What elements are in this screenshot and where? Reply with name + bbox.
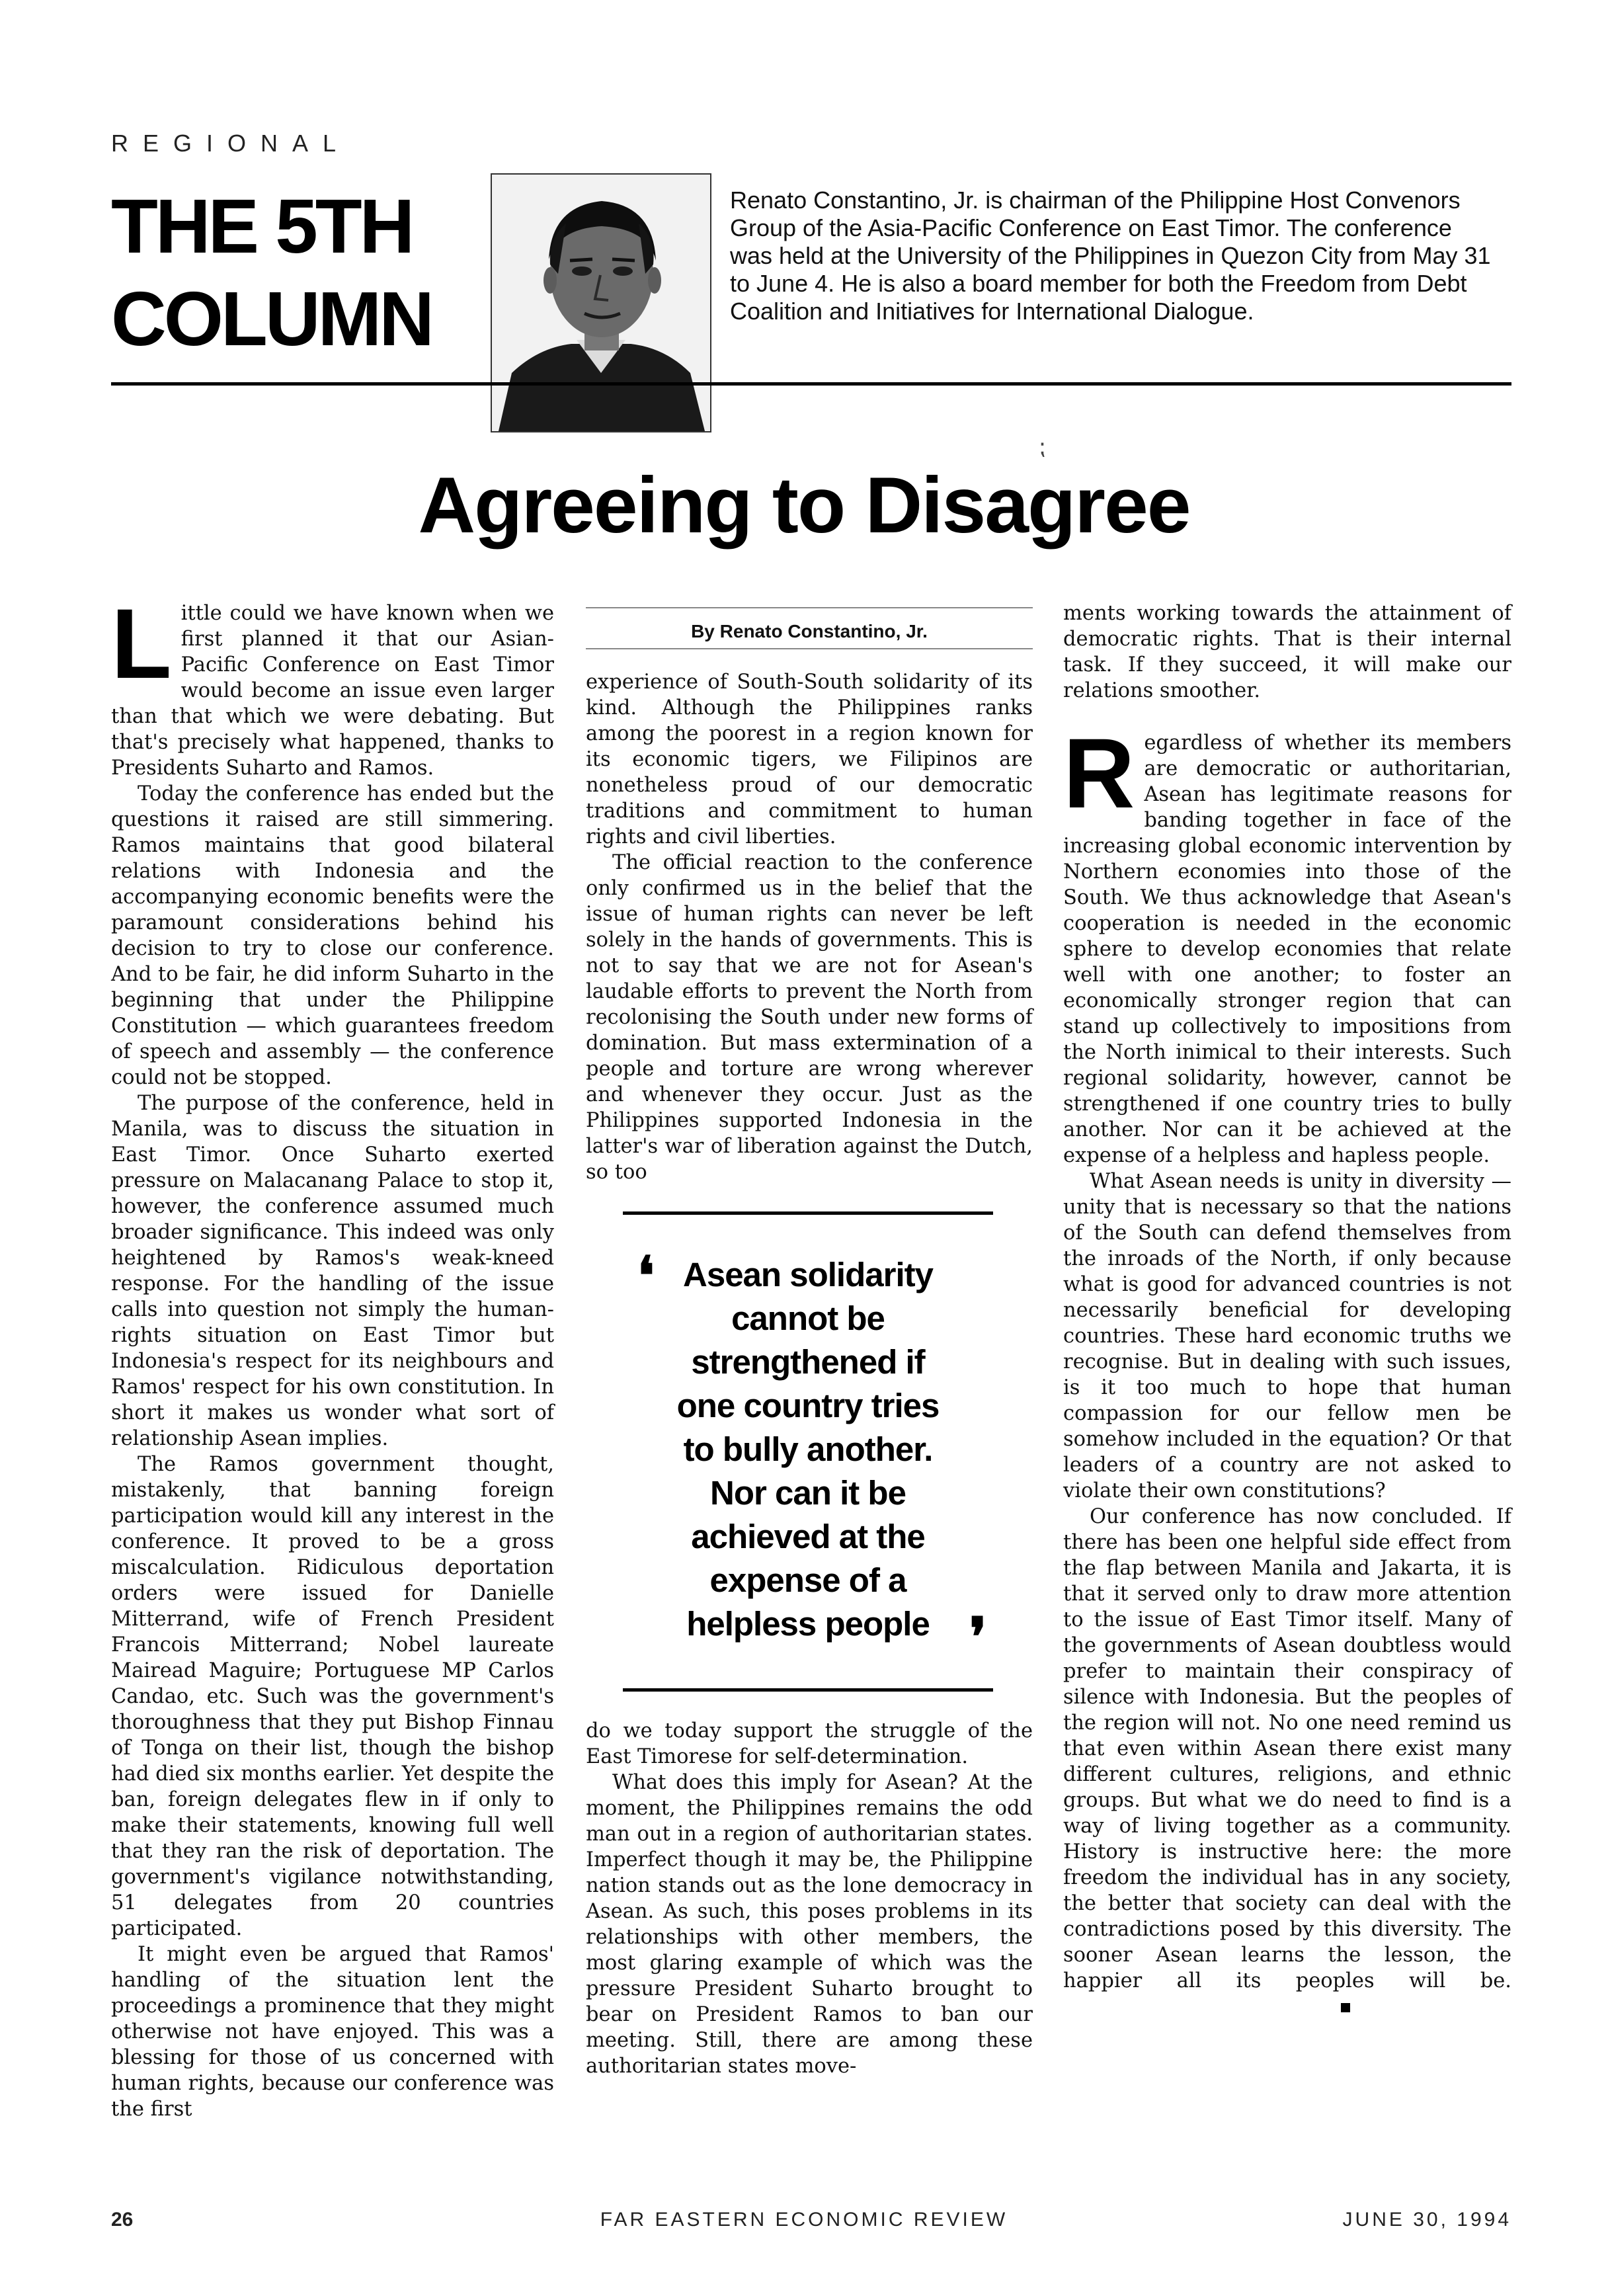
paragraph-text: egardless of whether its members are democratic or authoritarian, Asean has legitimate reasons for banding together in face of the increasing global economic intervention by Northern economies into those of the South. We thus acknowledge that Asean's cooperation is needed in the economic sphere to develop economies that relate well with one another; to foster an economically stronger region that can stand up collectively to impositions from the North inimical to their interests. Such regional solidarity, however, cannot be strengthened if one country tries to bully another. Nor can it be achieved at the expense of a helpless and hapless people. (1063, 731, 1511, 1167)
author-portrait (491, 173, 711, 432)
article-column-3 (1063, 600, 1511, 2020)
column-title: THE 5TH COLUMN (111, 183, 432, 362)
article-paragraph: It might even be argued that Ramos' handling of the situation lent the proceedings a prominence that they might otherwise not have enjoyed. This was a blessing for those of us concerned with human rights, because our conference was the first (111, 1943, 554, 2121)
article-paragraph: do we today support the struggle of the East Timorese for self-determination. (586, 1719, 1033, 1768)
page-number: 26 (111, 2209, 134, 2231)
section-label: REGIONAL (111, 130, 351, 157)
article-paragraph: The purpose of the conference, held in Manila, was to discuss the situation in East Timor. Once Suharto exerted pressure on Malacanang Palace to stop it, however, the conference assumed much broader significance. This indeed was only heightened by Ramos's weak-kneed response. For the handling of the issue calls into question not simply the human-rights situation on East Timor but Indonesia's respect for its neighbours and Ramos' respect for his own constitution. In short it makes us wonder what sort of relationship Asean implies. (111, 1092, 554, 1450)
publication-name: FAR EASTERN ECONOMIC REVIEW (600, 2209, 1008, 2231)
article-paragraph: What Asean needs is unity in diversity — unity that is necessary so that the nations of the South can defend themselves from the inroads of the North, if only because what is good for advanced countries is not necessarily beneficial for developing countries. These hard economic truths we recognise. But in dealing with such issues, is it too much to hope that human compassion for our fellow men be somehow included in the equation? Or that leaders of a country are not asked to violate their own constitutions? (1063, 1170, 1511, 1502)
open-quote-mark: ❛ (637, 1245, 655, 1307)
article-paragraph (1063, 718, 1511, 1168)
scan-speck: ⁏ (1038, 434, 1046, 460)
drop-cap: R (1063, 718, 1135, 829)
byline-box (586, 607, 1033, 649)
article-paragraph (111, 588, 554, 781)
paragraph-text: ittle could we have known when we first planned it that our Asian-Pacific Conference on East Timor would become an issue even larger than that which we were debating. But that's precisely what happened, thanks to Presidents Suharto and Ramos. (111, 602, 554, 780)
article-paragraph: The official reaction to the conference only confirmed us in the belief that the issue of human rights can never be left solely in the hands of governments. This is not to say that we are not for Asean's laudable efforts to prevent the North from recolonising the South under new forms of domination. But mass extermination of a people and torture are wrong wherever and whenever they occur. Just as the Philippines supported Indonesia in the latter's war of liberation against the Dutch, so too (586, 851, 1033, 1184)
end-mark-icon (1341, 2003, 1350, 2012)
close-quote-mark: ❜ (969, 1606, 986, 1668)
article-column-2 (586, 600, 1033, 2079)
pull-quote-text: Asean solidarity cannot be strengthened if one country tries to bully another. Nor can it be achieved at the expense of a helpless people (676, 1256, 940, 1643)
byline: By Renato Constantino, Jr. (691, 621, 928, 641)
article-paragraph: What does this imply for Asean? At the moment, the Philippines remains the odd man out in a region of authoritarian states. Imperfect though it may be, the Philippine nation stands out as the lone democracy in Asean. As such, this poses problems in its relationships with other members, the most glaring example of which was the pressure President Suharto brought to bear on President Ramos to ban our meeting. Still, there are among these authoritarian states move- (586, 1771, 1033, 2078)
article-paragraph (1063, 1504, 1511, 2020)
author-bio: Renato Constantino, Jr. is chairman of the Philippine Host Convenors Group of the Asia-Pacific Conference on East Timor. The conference was held at the University of the Philippines in Quezon City from May 31 to June 4. He is also a board member for both the Freedom from Debt Coalition and Initiatives for International Dialogue. (730, 186, 1491, 325)
issue-date: JUNE 30, 1994 (1342, 2209, 1511, 2231)
author-portrait-image (492, 175, 710, 431)
article-paragraph: The Ramos government thought, mistakenly, that banning foreign participation would kill any interest in the conference. It proved to be a gross miscalculation. Ridiculous deportation orders were issued for Danielle Mitterrand, wife of French President Francois Mitterrand; Nobel laureate Mairead Maguire; Portuguese MP Carlos Candao, etc. Such was the government's thoroughness that they put Bishop Finnau of Tonga on their list, though the bishop had died six months earlier. Yet despite the ban, foreign delegates flew in if only to make their statements, knowing full well that they ran the risk of deportation. The government's vigilance notwithstanding, 51 delegates from 20 countries participated. (111, 1453, 554, 1940)
header-divider (111, 382, 1511, 386)
article-paragraph: Today the conference has ended but the questions it raised are still simmering. Ramos maintains that good bilateral relations with Indonesia and the accompanying economic benefits were the paramount considerations behind his decision to try to close our conference. And to be fair, he did inform Suharto in the beginning that under the Philippine Constitution — which guarantees freedom of speech and assembly — the conference could not be stopped. (111, 782, 554, 1089)
article-headline: Agreeing to Disagree (418, 461, 1190, 550)
pull-quote (623, 1211, 993, 1692)
drop-cap: L (111, 588, 172, 699)
article-paragraph: ments working towards the attainment of democratic rights. That is their internal task. If they succeed, it will make our relations smoother. (1063, 602, 1511, 702)
article-paragraph: experience of South-South solidarity of its kind. Although the Philippines ranks among the poorest in a region known for its economic tigers, we Filipinos are nonetheless proud of our democratic traditions and commitment to human rights and civil liberties. (586, 671, 1033, 848)
article-column-1 (111, 588, 554, 2122)
paragraph-text: Our conference has now concluded. If there has been one helpful side effect from the flap between Manila and Jakarta, it is that it served only to draw more attention to the issue of East Timor itself. Many of the governments of Asean doubtless would prefer to maintain their conspiracy of silence with Indonesia. But the peoples of the region will not. No one need remind us that even within Asean there exist many different cultures, religions, and ethnic groups. But what we do need to find is a way of living together as a community. History is instructive here: the more freedom the individual has in any society, the better that society can deal with the contradictions posed by this diversity. The sooner Asean learns the lesson, the happier all its peoples will be. (1063, 1505, 1511, 1992)
